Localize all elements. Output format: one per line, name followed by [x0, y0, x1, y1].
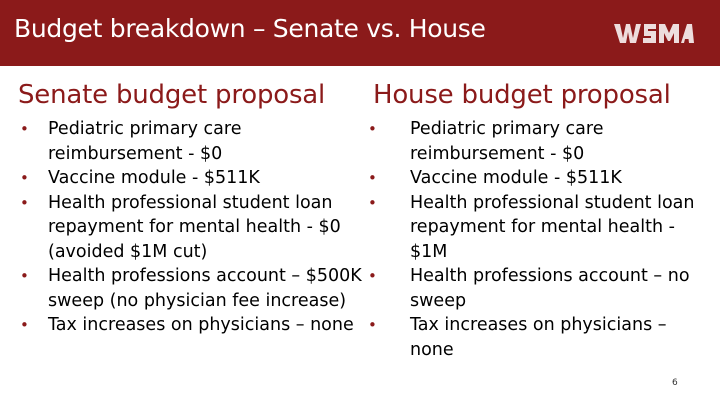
wsma-logo: [614, 20, 694, 46]
bullet-icon: •: [368, 169, 377, 187]
bullet-icon: •: [20, 120, 29, 138]
list-item-text: Health professions account – $500K sweep (no physician fee increase): [48, 266, 362, 311]
bullet-icon: •: [368, 120, 377, 138]
list-item-text: Vaccine module - $511K: [410, 168, 622, 188]
house-bullet-list: [368, 117, 705, 362]
list-item-text: Pediatric primary care reimbursement - $0: [48, 119, 242, 164]
list-item-text: Tax increases on physicians – none: [48, 315, 354, 335]
list-item: [368, 191, 705, 265]
bullet-icon: •: [20, 193, 29, 212]
list-item: [368, 264, 705, 313]
list-item: [20, 313, 364, 338]
list-item: [20, 117, 364, 166]
bullet-icon: •: [368, 193, 377, 212]
list-item-text: Health professional student loan repayment for mental health - $1M: [410, 192, 695, 262]
bullet-icon: •: [368, 316, 377, 334]
list-item: [368, 313, 705, 362]
title-bar: [0, 0, 720, 66]
list-item: [368, 166, 705, 191]
list-item-text: Vaccine module - $511K: [48, 168, 260, 188]
list-item: [20, 264, 364, 313]
list-item: [368, 117, 705, 166]
senate-heading: Senate budget proposal: [18, 80, 326, 110]
house-heading: House budget proposal: [373, 80, 671, 110]
list-item-text: Tax increases on physicians – none: [410, 315, 667, 360]
list-item: [20, 191, 364, 265]
list-item-text: Pediatric primary care reimbursement - $0: [410, 119, 604, 164]
bullet-icon: •: [20, 316, 29, 334]
list-item: [20, 166, 364, 191]
bullet-icon: •: [20, 267, 29, 285]
page-number: 6: [672, 378, 678, 388]
bullet-icon: •: [20, 169, 29, 187]
senate-bullet-list: [20, 117, 364, 338]
bullet-icon: •: [368, 267, 377, 285]
list-item-text: Health professional student loan repayment for mental health - $0 (avoided $1M cut): [48, 192, 341, 262]
slide-title: Budget breakdown – Senate vs. House: [14, 14, 486, 43]
list-item-text: Health professions account – no sweep: [410, 266, 690, 311]
